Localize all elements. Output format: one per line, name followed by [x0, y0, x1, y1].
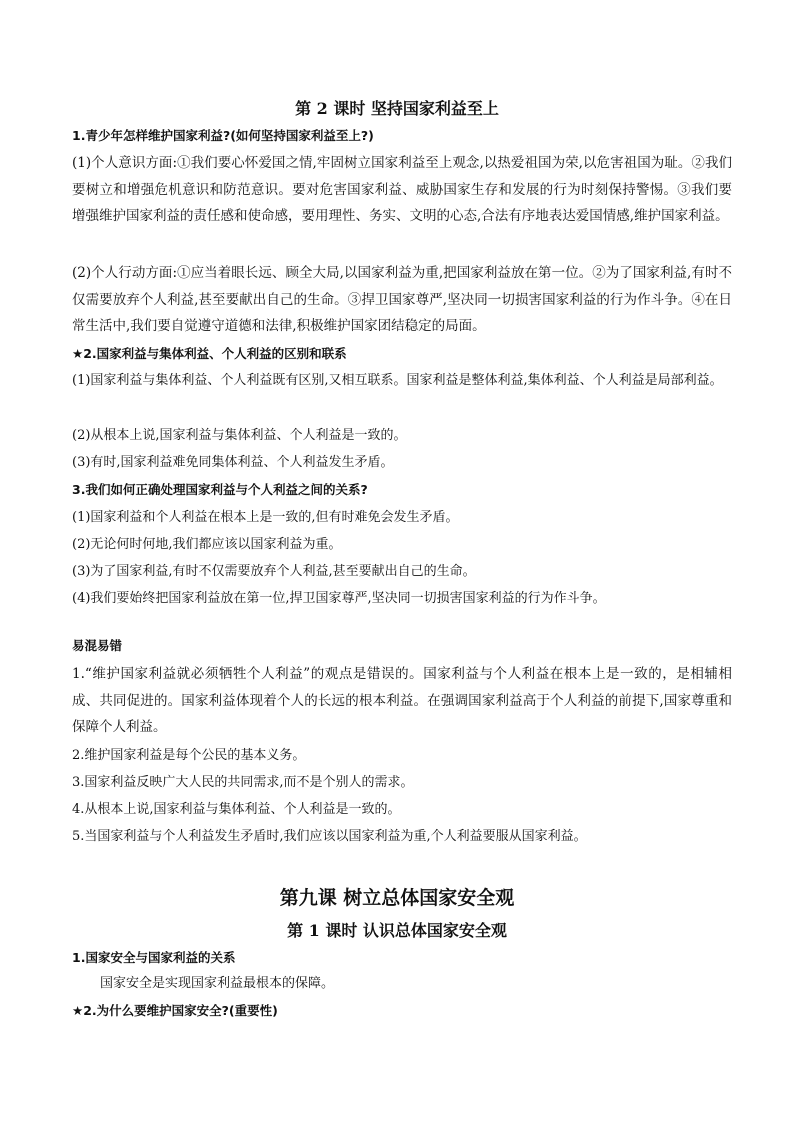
list-item: 3.国家利益反映广大人民的共同需求,而不是个别人的需求。 [72, 775, 414, 790]
list-item: (4)我们要始终把国家利益放在第一位,捍卫国家尊严,坚决同一切损害国家利益的行为作斗争。 [72, 591, 606, 606]
list-item: (1)国家利益与集体利益、个人利益既有区别,又相互联系。国家利益是整体利益,集体利益、个人利益是局部利益。 [72, 373, 723, 388]
list-item: (2)从根本上说,国家利益与集体利益、个人利益是一致的。 [72, 428, 407, 443]
question-heading: ★2.国家利益与集体利益、个人利益的区别和联系 [72, 346, 347, 361]
list-item: (3)为了国家利益,有时不仅需要放弃个人利益,甚至要献出自己的生命。 [72, 564, 476, 579]
list-item: (1)国家利益和个人利益在根本上是一致的,但有时难免会发生矛盾。 [72, 510, 459, 525]
list-item: 2.维护国家利益是每个公民的基本义务。 [72, 748, 306, 763]
question-heading: 3.我们如何正确处理国家利益与个人利益之间的关系? [72, 482, 368, 497]
question-heading: 1.国家安全与国家利益的关系 [72, 950, 236, 965]
lesson-title: 第 1 课时 认识总体国家安全观 [287, 921, 507, 940]
paragraph: (2)个人行动方面:①应当着眼长远、顾全大局,以国家利益为重,把国家利益放在第一位。②为了国家利益,有时不仅需要放弃个人利益,甚至要献出自己的生命。③捍卫国家尊严,坚决同一切损害国家利益的行为作斗争。④在日常生活中,我们要自觉遵守道德和法律,积极维护国家团结稳定的局面。 [72, 265, 732, 334]
chapter-title: 第九课 树立总体国家安全观 [279, 887, 515, 909]
list-item: 5.当国家利益与个人利益发生矛盾时,我们应该以国家利益为重,个人利益要服从国家利益。 [72, 829, 587, 844]
section-heading: 易混易错 [72, 638, 123, 653]
list-item: (3)有时,国家利益难免同集体利益、个人利益发生矛盾。 [72, 455, 394, 470]
list-item: (2)无论何时何地,我们都应该以国家利益为重。 [72, 537, 342, 552]
list-item: 1.“维护国家利益就必须牺牲个人利益”的观点是错误的。国家利益与个人利益在根本上是一致的，是相辅相成、共同促进的。国家利益体现着个人的长远的根本利益。在强调国家利益高于个人利益的前提下,国家尊重和保障个人利益。 [72, 666, 732, 735]
paragraph: (1)个人意识方面:①我们要心怀爱国之情,牢固树立国家利益至上观念,以热爱祖国为荣,以危害祖国为耻。②我们要树立和增强危机意识和防范意识。要对危害国家利益、威胁国家生存和发展的行为时刻保持警惕。③我们要增强维护国家利益的责任感和使命感，要用理性、务实、文明的心态,合法有序地表达爱国情感,维护国家利益。 [72, 155, 732, 224]
paragraph: 国家安全是实现国家利益最根本的保障。 [100, 976, 335, 991]
list-item: 4.从根本上说,国家利益与集体利益、个人利益是一致的。 [72, 802, 401, 817]
question-heading: ★2.为什么要维护国家安全?(重要性) [72, 1003, 278, 1018]
lesson-title: 第 2 课时 坚持国家利益至上 [295, 99, 499, 118]
question-heading: 1.青少年怎样维护国家利益?(如何坚持国家利益至上?) [72, 128, 374, 143]
